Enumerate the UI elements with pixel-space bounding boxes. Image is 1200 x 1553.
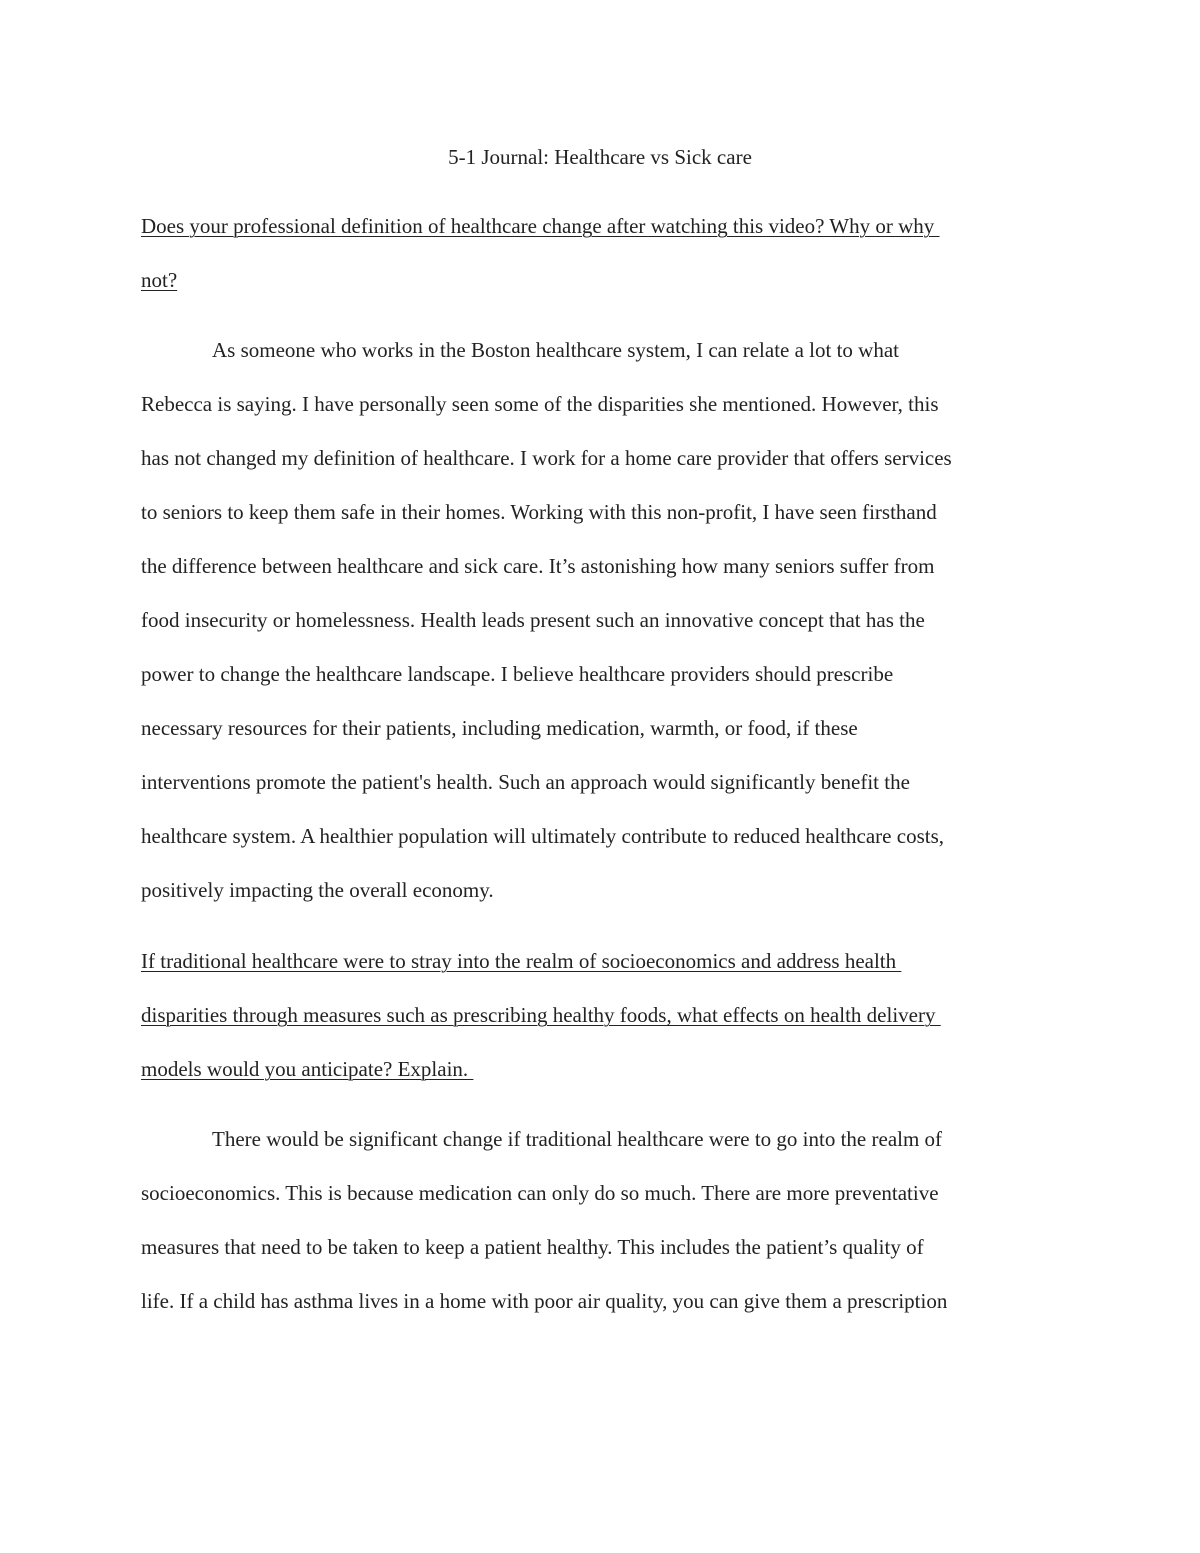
question-2-line: disparities through measures such as prescribing healthy foods, what effects on health delivery — [141, 1003, 941, 1027]
answer-2-line: life. If a child has asthma lives in a home with poor air quality, you can give them a prescription — [141, 1289, 948, 1313]
answer-1-line: As someone who works in the Boston healthcare system, I can relate a lot to what — [212, 338, 899, 362]
answer-1-line: food insecurity or homelessness. Health leads present such an innovative concept that has the — [141, 608, 925, 632]
answer-1-line: Rebecca is saying. I have personally seen some of the disparities she mentioned. However, this — [141, 392, 939, 416]
question-2-line: models would you anticipate? Explain. — [141, 1057, 474, 1081]
answer-1-line: the difference between healthcare and sick care. It’s astonishing how many seniors suffer from — [141, 554, 935, 578]
question-1-line: not? — [141, 268, 178, 292]
answer-1-line: necessary resources for their patients, including medication, warmth, or food, if these — [141, 716, 858, 740]
answer-1-line: to seniors to keep them safe in their homes. Working with this non-profit, I have seen firsthand — [141, 500, 937, 524]
answer-2-line: measures that need to be taken to keep a patient healthy. This includes the patient’s quality of — [141, 1235, 924, 1259]
answer-2-line: socioeconomics. This is because medication can only do so much. There are more preventative — [141, 1181, 939, 1205]
question-2-line: If traditional healthcare were to stray into the realm of socioeconomics and address health — [141, 949, 902, 973]
answer-1-line: has not changed my definition of healthcare. I work for a home care provider that offers services — [141, 446, 952, 470]
answer-1-line: interventions promote the patient's health. Such an approach would significantly benefit the — [141, 770, 910, 794]
answer-1-line: healthcare system. A healthier population will ultimately contribute to reduced healthcare costs, — [141, 824, 944, 848]
answer-2-line: There would be significant change if traditional healthcare were to go into the realm of — [212, 1127, 943, 1151]
answer-1-line: power to change the healthcare landscape. I believe healthcare providers should prescribe — [141, 662, 894, 686]
document-title: 5-1 Journal: Healthcare vs Sick care — [448, 145, 752, 169]
question-1-line: Does your professional definition of healthcare change after watching this video? Why or why — [141, 214, 940, 238]
answer-1-line: positively impacting the overall economy. — [141, 878, 494, 902]
